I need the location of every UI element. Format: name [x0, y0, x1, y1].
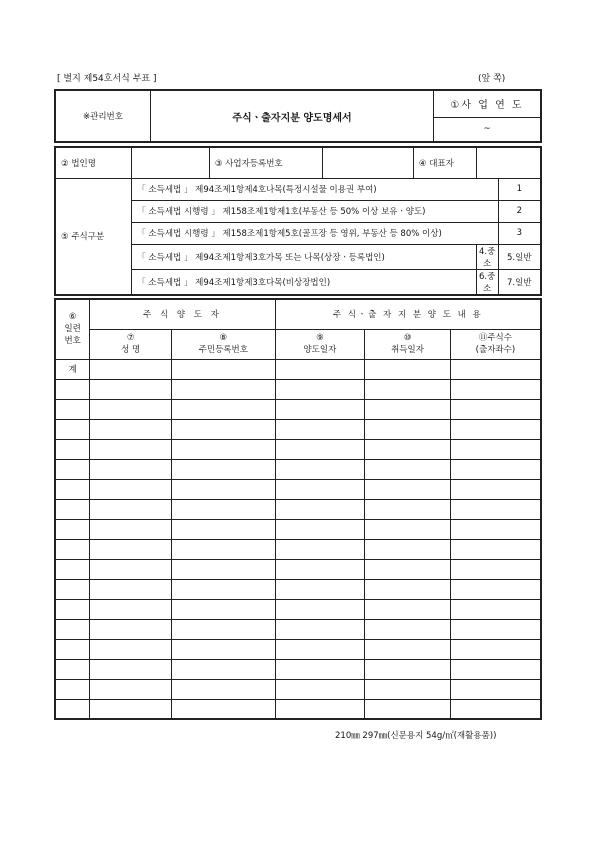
table-cell[interactable]: [365, 459, 451, 479]
table-cell[interactable]: [450, 619, 541, 639]
table-cell[interactable]: [450, 639, 541, 659]
table-cell[interactable]: [365, 699, 451, 719]
table-cell[interactable]: [172, 619, 276, 639]
table-cell[interactable]: [55, 699, 90, 719]
table-cell[interactable]: [90, 679, 172, 699]
table-cell[interactable]: [365, 379, 451, 399]
table-cell[interactable]: [450, 439, 541, 459]
table-cell[interactable]: [90, 459, 172, 479]
share-type-code-5: 5.일반: [498, 244, 541, 269]
table-cell[interactable]: [450, 699, 541, 719]
share-type-row-5: 「 소득세법 」 제94조제1항제3호다목(비상장법인): [132, 269, 476, 295]
table-cell[interactable]: [55, 499, 90, 519]
corporation-table: [54, 146, 542, 296]
table-cell[interactable]: [90, 379, 172, 399]
table-cell[interactable]: [365, 639, 451, 659]
serial-number-label: 일련 번호: [64, 324, 81, 347]
table-cell[interactable]: [450, 599, 541, 619]
representative-field[interactable]: [476, 147, 541, 178]
table-cell[interactable]: [90, 699, 172, 719]
table-cell[interactable]: [55, 539, 90, 559]
corp-name-field[interactable]: [132, 147, 210, 178]
transfer-date-header: ⑨ 양도일자: [275, 329, 365, 359]
table-cell[interactable]: [275, 519, 365, 539]
share-type-row-3: 「 소득세법 시행령 」 제158조제1항제5호(골프장 등 영위, 부동산 등 80% 이상): [132, 222, 498, 244]
table-cell[interactable]: [55, 599, 90, 619]
table-cell[interactable]: [90, 399, 172, 419]
table-row: [55, 639, 541, 659]
table-cell[interactable]: [275, 479, 365, 499]
table-cell[interactable]: [450, 499, 541, 519]
corp-name-label: ② 법인명: [55, 147, 132, 178]
business-year-label: ①사 업 연 도: [434, 90, 542, 117]
table-cell[interactable]: [275, 679, 365, 699]
business-year-value[interactable]: ~: [434, 117, 542, 142]
table-cell[interactable]: [55, 399, 90, 419]
table-cell[interactable]: [172, 659, 276, 679]
share-type-code-4: 4.중소: [476, 244, 498, 269]
table-cell[interactable]: [275, 359, 365, 379]
serial-number-header: [55, 299, 90, 359]
resident-number-header: ⑧ 주민등록번호: [172, 329, 276, 359]
share-type-label: ⑤ 주식구분: [55, 178, 132, 295]
table-cell[interactable]: [90, 579, 172, 599]
table-row: [55, 699, 541, 719]
table-row: [55, 679, 541, 699]
form-title: 주식ㆍ출자지분 양도명세서: [151, 90, 434, 142]
table-row: [55, 399, 541, 419]
table-cell[interactable]: [275, 439, 365, 459]
table-row: [55, 519, 541, 539]
table-cell[interactable]: [450, 419, 541, 439]
table-cell[interactable]: [172, 519, 276, 539]
paper-spec-footer: 210㎜ 297㎜(신문용지 54g/㎡(재활용품)): [335, 731, 497, 741]
table-cell[interactable]: [172, 359, 276, 379]
share-type-code-3: 3: [498, 222, 541, 244]
table-cell[interactable]: [172, 399, 276, 419]
table-row: [55, 619, 541, 639]
table-cell[interactable]: [275, 379, 365, 399]
table-cell[interactable]: [450, 559, 541, 579]
share-type-row-4: 「 소득세법 」 제94조제1항제3호가목 또는 나목(상장ㆍ등록법인): [132, 244, 476, 269]
share-type-row-1: 「 소득세법 」 제94조제1항제4호나목(특정시설물 이용권 부여): [132, 178, 498, 200]
table-cell[interactable]: [365, 479, 451, 499]
table-cell[interactable]: [172, 599, 276, 619]
table-cell[interactable]: [365, 659, 451, 679]
table-cell[interactable]: [55, 459, 90, 479]
table-cell[interactable]: [172, 539, 276, 559]
table-cell[interactable]: [275, 639, 365, 659]
table-cell[interactable]: [365, 619, 451, 639]
table-cell[interactable]: [275, 459, 365, 479]
table-row: [55, 479, 541, 499]
table-cell[interactable]: [275, 559, 365, 579]
table-cell[interactable]: [90, 439, 172, 459]
table-cell[interactable]: [172, 419, 276, 439]
table-cell[interactable]: [90, 599, 172, 619]
table-cell[interactable]: [55, 679, 90, 699]
table-cell[interactable]: [172, 639, 276, 659]
table-cell[interactable]: [365, 519, 451, 539]
management-number-label: ※관리번호: [55, 90, 151, 142]
table-cell[interactable]: [172, 699, 276, 719]
table-cell[interactable]: [55, 579, 90, 599]
table-cell[interactable]: [365, 499, 451, 519]
share-type-code-7: 7.일반: [498, 269, 541, 295]
table-cell[interactable]: [450, 359, 541, 379]
share-type-code-1: 1: [498, 178, 541, 200]
table-cell[interactable]: [365, 579, 451, 599]
transfer-detail-table: [54, 298, 542, 720]
table-cell[interactable]: [90, 479, 172, 499]
table-cell[interactable]: [55, 439, 90, 459]
form-number-label: [ 별지 제54호서식 부표 ]: [57, 74, 157, 84]
table-cell[interactable]: [275, 599, 365, 619]
table-cell[interactable]: [55, 379, 90, 399]
table-cell[interactable]: [55, 659, 90, 679]
table-row: [55, 659, 541, 679]
table-row: [55, 559, 541, 579]
share-count-header: ⑪주식수 (출자좌수): [450, 329, 541, 359]
table-cell[interactable]: [90, 359, 172, 379]
table-cell[interactable]: [450, 479, 541, 499]
share-type-row-2: 「 소득세법 시행령 」 제158조제1항제1호(부동산 등 50% 이상 보유ㆍ양도): [132, 200, 498, 222]
table-cell[interactable]: [275, 499, 365, 519]
table-cell[interactable]: [90, 659, 172, 679]
table-cell[interactable]: [365, 399, 451, 419]
table-cell[interactable]: [450, 519, 541, 539]
table-cell[interactable]: [365, 539, 451, 559]
table-cell[interactable]: [365, 419, 451, 439]
table-cell[interactable]: [90, 419, 172, 439]
table-cell[interactable]: [275, 579, 365, 599]
table-cell[interactable]: [172, 379, 276, 399]
table-cell[interactable]: [365, 679, 451, 699]
table-row: [55, 539, 541, 559]
table-cell[interactable]: [450, 399, 541, 419]
name-header: ⑦ 성 명: [90, 329, 172, 359]
table-row: [55, 439, 541, 459]
table-cell[interactable]: [450, 379, 541, 399]
title-table: [54, 89, 542, 143]
table-cell[interactable]: [450, 459, 541, 479]
table-cell[interactable]: [275, 699, 365, 719]
table-cell[interactable]: [365, 359, 451, 379]
table-cell[interactable]: [55, 479, 90, 499]
table-cell[interactable]: [172, 499, 276, 519]
table-cell[interactable]: [90, 519, 172, 539]
share-type-code-2: 2: [498, 200, 541, 222]
table-cell[interactable]: [275, 659, 365, 679]
table-cell[interactable]: [450, 539, 541, 559]
transferor-header: 주 식 양 도 자: [90, 299, 275, 329]
table-cell[interactable]: [275, 539, 365, 559]
share-type-code-6: 6.중소: [476, 269, 498, 295]
table-cell[interactable]: [172, 479, 276, 499]
table-row: [55, 599, 541, 619]
table-cell[interactable]: [55, 619, 90, 639]
table-cell[interactable]: [275, 399, 365, 419]
table-cell[interactable]: [172, 679, 276, 699]
page-side-label: (앞 쪽): [478, 74, 506, 84]
table-cell[interactable]: [450, 659, 541, 679]
table-cell[interactable]: [275, 619, 365, 639]
table-cell[interactable]: [365, 599, 451, 619]
table-cell[interactable]: [90, 559, 172, 579]
table-cell[interactable]: [55, 639, 90, 659]
table-cell[interactable]: [90, 499, 172, 519]
serial-number-num: ⑥: [68, 312, 77, 323]
table-cell[interactable]: [172, 559, 276, 579]
table-cell[interactable]: [172, 439, 276, 459]
table-row: [55, 379, 541, 399]
representative-label: ④ 대표자: [413, 147, 476, 178]
table-cell[interactable]: [55, 559, 90, 579]
table-cell[interactable]: [450, 679, 541, 699]
transfer-content-header: 주 식ㆍ출 자 지 분 양 도 내 용: [275, 299, 541, 329]
total-row: [55, 359, 541, 379]
table-row: [55, 459, 541, 479]
table-cell[interactable]: [275, 419, 365, 439]
business-reg-field[interactable]: [323, 147, 414, 178]
table-row: [55, 499, 541, 519]
table-cell[interactable]: [365, 439, 451, 459]
table-cell[interactable]: [90, 639, 172, 659]
table-cell[interactable]: [172, 579, 276, 599]
acquisition-date-header: ⑩ 취득일자: [365, 329, 451, 359]
table-row: [55, 579, 541, 599]
table-cell[interactable]: [55, 519, 90, 539]
table-cell[interactable]: [90, 539, 172, 559]
total-label: 계: [55, 359, 90, 379]
business-reg-label: ③ 사업자등록번호: [209, 147, 323, 178]
table-cell[interactable]: [55, 419, 90, 439]
table-row: [55, 419, 541, 439]
table-cell[interactable]: [90, 619, 172, 639]
table-cell[interactable]: [450, 579, 541, 599]
table-cell[interactable]: [172, 459, 276, 479]
table-cell[interactable]: [365, 559, 451, 579]
